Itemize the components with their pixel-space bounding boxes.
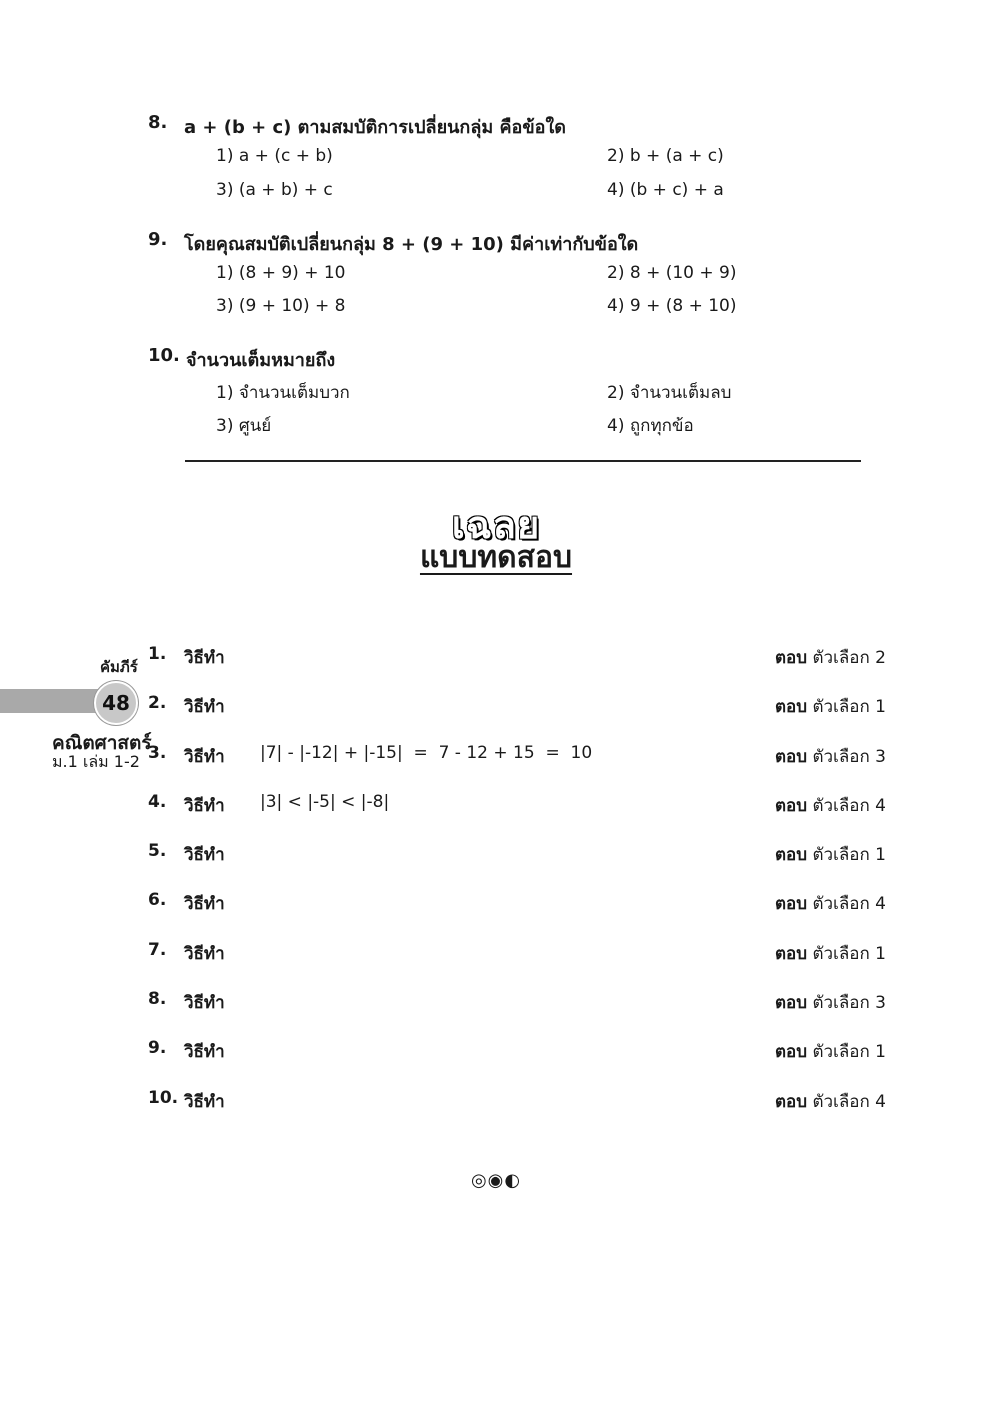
method-label: วิธีทำ (184, 894, 225, 914)
option: 2) 8 + (10 + 9) (607, 263, 737, 283)
answer: ตอบ ตัวเลือก 1 (775, 697, 886, 717)
answer-key-title: เฉลย (451, 503, 541, 547)
method-label: วิธีทำ (184, 697, 225, 717)
answer-number: 3. (148, 743, 167, 763)
answer-number: 10. (148, 1088, 179, 1108)
option: 3) (9 + 10) + 8 (216, 296, 346, 316)
method-label: วิธีทำ (184, 747, 225, 767)
answer-row (0, 890, 992, 920)
answer: ตอบ ตัวเลือก 4 (775, 1092, 886, 1112)
answer-row (0, 693, 992, 723)
answer-row (0, 841, 992, 871)
answer-row (0, 792, 992, 822)
question-text: จำนวนเต็มหมายถึง (186, 350, 336, 371)
option: 1) จำนวนเต็มบวก (216, 383, 350, 403)
question-number: 8. (148, 112, 168, 133)
question-number: 10. (148, 345, 180, 366)
method-label: วิธีทำ (184, 648, 225, 668)
book-title: คณิตศาสตร์ (52, 732, 152, 754)
answer: ตอบ ตัวเลือก 3 (775, 993, 886, 1013)
option: 4) 9 + (8 + 10) (607, 296, 737, 316)
answer: ตอบ ตัวเลือก 2 (775, 648, 886, 668)
option: 1) a + (c + b) (216, 146, 333, 166)
option: 1) (8 + 9) + 10 (216, 263, 346, 283)
page-number: 48 (94, 681, 138, 725)
question-text: a + (b + c) ตามสมบัติการเปลี่ยนกลุ่ม คือข้อใด (184, 117, 566, 138)
method-label: วิธีทำ (184, 1042, 225, 1062)
method-label: วิธีทำ (184, 845, 225, 865)
option: 4) (b + c) + a (607, 180, 724, 200)
answer-number: 1. (148, 644, 167, 664)
answer: ตอบ ตัวเลือก 3 (775, 747, 886, 767)
method-label: วิธีทำ (184, 944, 225, 964)
working: |3| < |-5| < |-8| (260, 792, 390, 812)
working: |7| - |-12| + |-15| = 7 - 12 + 15 = 10 (260, 743, 593, 763)
answer-row (0, 1088, 992, 1118)
option: 4) ถูกทุกข้อ (607, 416, 694, 436)
answer-number: 7. (148, 940, 167, 960)
answer-number: 5. (148, 841, 167, 861)
answer: ตอบ ตัวเลือก 1 (775, 845, 886, 865)
answer-row (0, 989, 992, 1019)
answer-number: 6. (148, 890, 167, 910)
option: 3) (a + b) + c (216, 180, 333, 200)
method-label: วิธีทำ (184, 1092, 225, 1112)
answer-number: 2. (148, 693, 167, 713)
answer: ตอบ ตัวเลือก 4 (775, 894, 886, 914)
footer-ornament-icon: ◎◉◐ (470, 1170, 522, 1191)
question-text: โดยคุณสมบัติเปลี่ยนกลุ่ม 8 + (9 + 10) มีค่าเท่ากับข้อใด (184, 234, 639, 255)
option: 3) ศูนย์ (216, 416, 272, 436)
option: 2) จำนวนเต็มลบ (607, 383, 732, 403)
method-label: วิธีทำ (184, 993, 225, 1013)
option: 2) b + (a + c) (607, 146, 724, 166)
answer-row (0, 1038, 992, 1068)
series-label: คัมภีร์ (100, 658, 138, 676)
answer-key-subtitle: แบบทดสอบ (419, 540, 573, 575)
answer: ตอบ ตัวเลือก 4 (775, 796, 886, 816)
answer: ตอบ ตัวเลือก 1 (775, 944, 886, 964)
answer-number: 8. (148, 989, 167, 1009)
answer-number: 9. (148, 1038, 167, 1058)
answer-number: 4. (148, 792, 167, 812)
answer: ตอบ ตัวเลือก 1 (775, 1042, 886, 1062)
answer-row (0, 644, 992, 674)
answer-row (0, 940, 992, 970)
method-label: วิธีทำ (184, 796, 225, 816)
question-number: 9. (148, 229, 168, 250)
grade-label: ม.1 เล่ม 1-2 (52, 752, 140, 771)
section-divider (185, 460, 861, 462)
